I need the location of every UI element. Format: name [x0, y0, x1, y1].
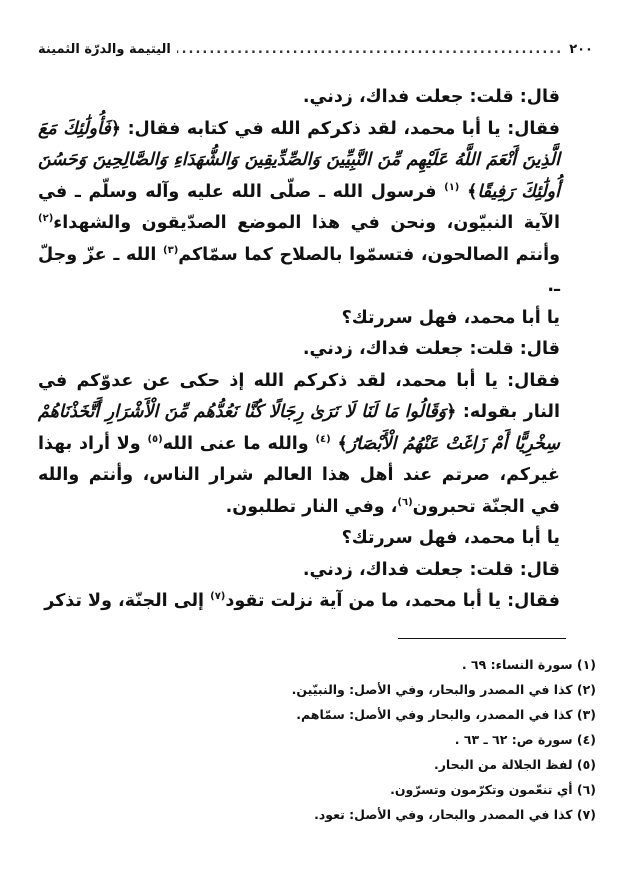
header-dot-leader: [177, 42, 563, 57]
footnote: (١) سورة النساء: ٦٩ .: [461, 657, 596, 672]
footnote-ref[interactable]: (٧): [210, 591, 226, 603]
footnote-ref[interactable]: (٥): [147, 433, 163, 445]
footnote-ref[interactable]: (٦): [397, 496, 413, 508]
footnote-separator: [398, 638, 566, 639]
paragraph: قال: قلت: جعلت فداك، زدني.: [302, 87, 560, 107]
text-run: فرسول الله ـ صلّى الله عليه وآله وسلّم ـ في الآية النبيّون، ونحن في هذا الموضع الصدّيقون والشهداء: [38, 181, 560, 233]
text-run: فقال: يا أبا محمد، ما من آية نزلت تقود: [225, 591, 560, 611]
paragraph: [38, 586, 596, 618]
footnote-ref[interactable]: (٤): [315, 433, 331, 445]
footnote: (٢) كذا في المصدر والبحار، وفي الأصل: والنبيّين.: [291, 682, 596, 697]
footnote: (٣) كذا في المصدر، والبحار وفي الأصل: سمّاهم.: [296, 707, 596, 722]
page-number: ٢٠٠: [569, 41, 593, 57]
quran-brace-close: ﴾: [337, 433, 348, 454]
text-run: والله ما عنى الله: [162, 433, 309, 454]
paragraph: [38, 114, 596, 303]
paragraph: يا أبا محمد، فهل سررتك؟: [341, 528, 560, 548]
footnote-ref[interactable]: (٣): [163, 244, 179, 256]
quran-verse: فَأُولَٰئِكَ مَعَ الَّذِينَ أَنْعَمَ اللَّهُ عَلَيْهِم مِّنَ النَّبِيِّينَ وَالصِّدِّيقِينَ وَالشُّهَدَاءِ وَالصَّالِحِينَ وَحَسُنَ أُولَٰئِكَ رَفِيقًا: [38, 118, 560, 202]
quran-brace-close: ﴾: [467, 181, 478, 202]
text-run: إلى الجنّة، ولا تذكر: [44, 591, 205, 611]
running-title: اليتيمة والدرّة الثمينة: [38, 41, 171, 57]
paragraph: قال: قلت: جعلت فداك، زدني.: [302, 339, 560, 359]
footnote: (٦) أي تنعّمون وتكرّمون وتسرّون.: [390, 782, 596, 797]
running-header: [38, 38, 593, 60]
paragraph: [38, 366, 596, 524]
main-text: [38, 82, 596, 618]
text-run: الله ـ عزّ وجلّ ـ.: [38, 244, 560, 296]
quran-brace-open: ﴿: [110, 118, 122, 139]
footnotes: [40, 652, 596, 827]
text-run: فقال: يا أبا محمد، لقد ذكركم الله إذ حكى عن عدوّكم في النار بقوله:: [38, 370, 561, 422]
footnote-ref[interactable]: (١): [444, 181, 460, 193]
footnote: (٤) سورة ص: ٦٢ ـ ٦٣ .: [454, 732, 596, 747]
quran-verse: وَقَالُوا مَا لَنَا لَا نَرَىٰ رِجَالًا كُنَّا نَعُدُّهُم مِّنَ الْأَشْرَارِ أَتَّخَذْنَاهُمْ سِخْرِيًّا أَمْ زَاغَتْ عَنْهُمُ الْأَبْصَارُ: [38, 402, 560, 454]
footnote: (٥) لفظ الجلالة من البحار.: [433, 757, 596, 772]
quran-brace-open: ﴿: [446, 402, 457, 422]
text-run: فقال: يا أبا محمد، لقد ذكركم الله في كتابه فقال:: [127, 118, 561, 139]
paragraph: يا أبا محمد، فهل سررتك؟: [341, 307, 560, 328]
text-run: ، وفي النار تطلبون.: [225, 496, 398, 517]
footnote-ref[interactable]: (٢): [38, 213, 54, 225]
footnote: (٧) كذا في المصدر والبحار، وفي الأصل: تعود.: [314, 807, 596, 822]
text-run: ولا أراد بهذا غيركم، صرتم عند أهل هذا العالم شرار الناس، وأنتم والله في الجنّة تحبرون: [38, 433, 560, 517]
text-run: وأنتم الصالحون، فتسمّوا بالصلاح كما سمّاكم: [178, 244, 560, 265]
paragraph: قال: قلت: جعلت فداك، زدني.: [302, 559, 560, 580]
